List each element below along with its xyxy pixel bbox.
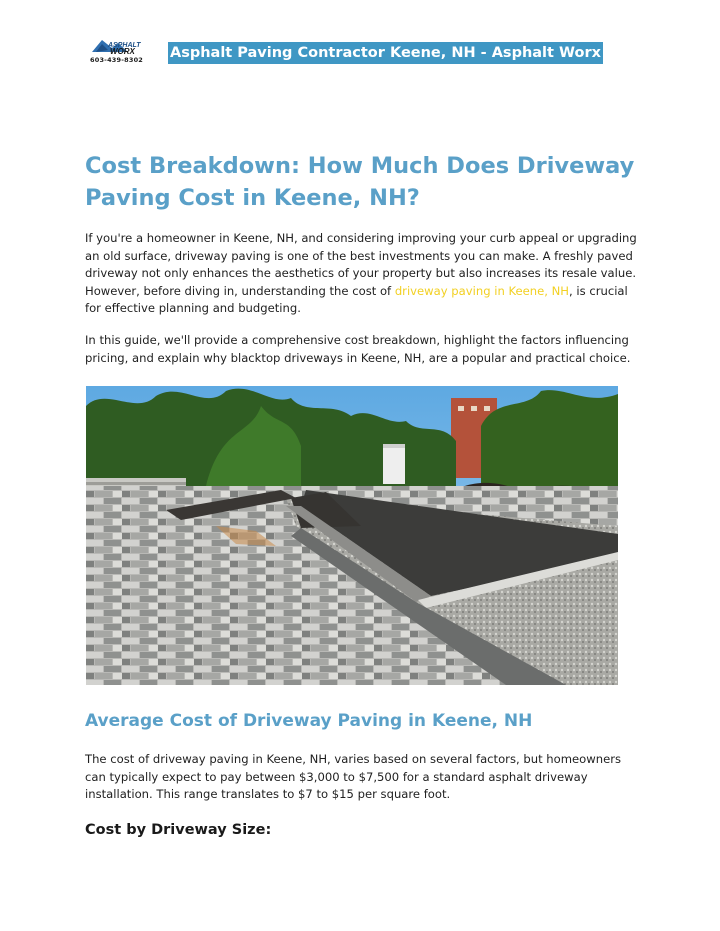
section-paragraph: The cost of driveway paving in Keene, NH, varies based on several factors, but homeowners can typically expect to pay between $3,000 to $7,500 for a standard asphalt driveway installation. This range translates to $7 to $15 per square foot. bbox=[85, 752, 622, 801]
header-title[interactable]: Asphalt Paving Contractor Keene, NH - Asphalt Worx bbox=[168, 42, 603, 64]
driveway-paving-link[interactable]: driveway paving in Keene, NH bbox=[394, 283, 570, 298]
intro-text-before: If you're a homeowner in Keene, NH, and considering improving your curb appeal or upgrading an old surface, driveway paving is one of the best investments you can make. A freshly paved driveway not only enhances the aesthetics of your property but also increases its resale value. However, before diving in, understanding the cost of bbox=[85, 231, 637, 298]
article-title: Cost Breakdown: How Much Does Driveway Paving Cost in Keene, NH? bbox=[85, 153, 635, 211]
logo-phone: 603-439-8302 bbox=[90, 56, 144, 64]
guide-paragraph: In this guide, we'll provide a comprehensive cost breakdown, highlight the factors influencing pricing, and explain why blacktop driveways in Keene, NH, are a popular and practical choice. bbox=[85, 333, 631, 365]
subheading-cost-by-size: Cost by Driveway Size: bbox=[85, 822, 272, 838]
paved-driveway-photo bbox=[86, 386, 618, 685]
svg-text:WORX: WORX bbox=[110, 47, 135, 56]
section-heading: Average Cost of Driveway Paving in Keene, NH bbox=[85, 711, 533, 731]
intro-text-after: , is crucial for effective planning and budgeting. bbox=[85, 283, 628, 315]
svg-text:ASPHALT: ASPHALT bbox=[108, 42, 141, 49]
intro-paragraph bbox=[85, 230, 637, 318]
